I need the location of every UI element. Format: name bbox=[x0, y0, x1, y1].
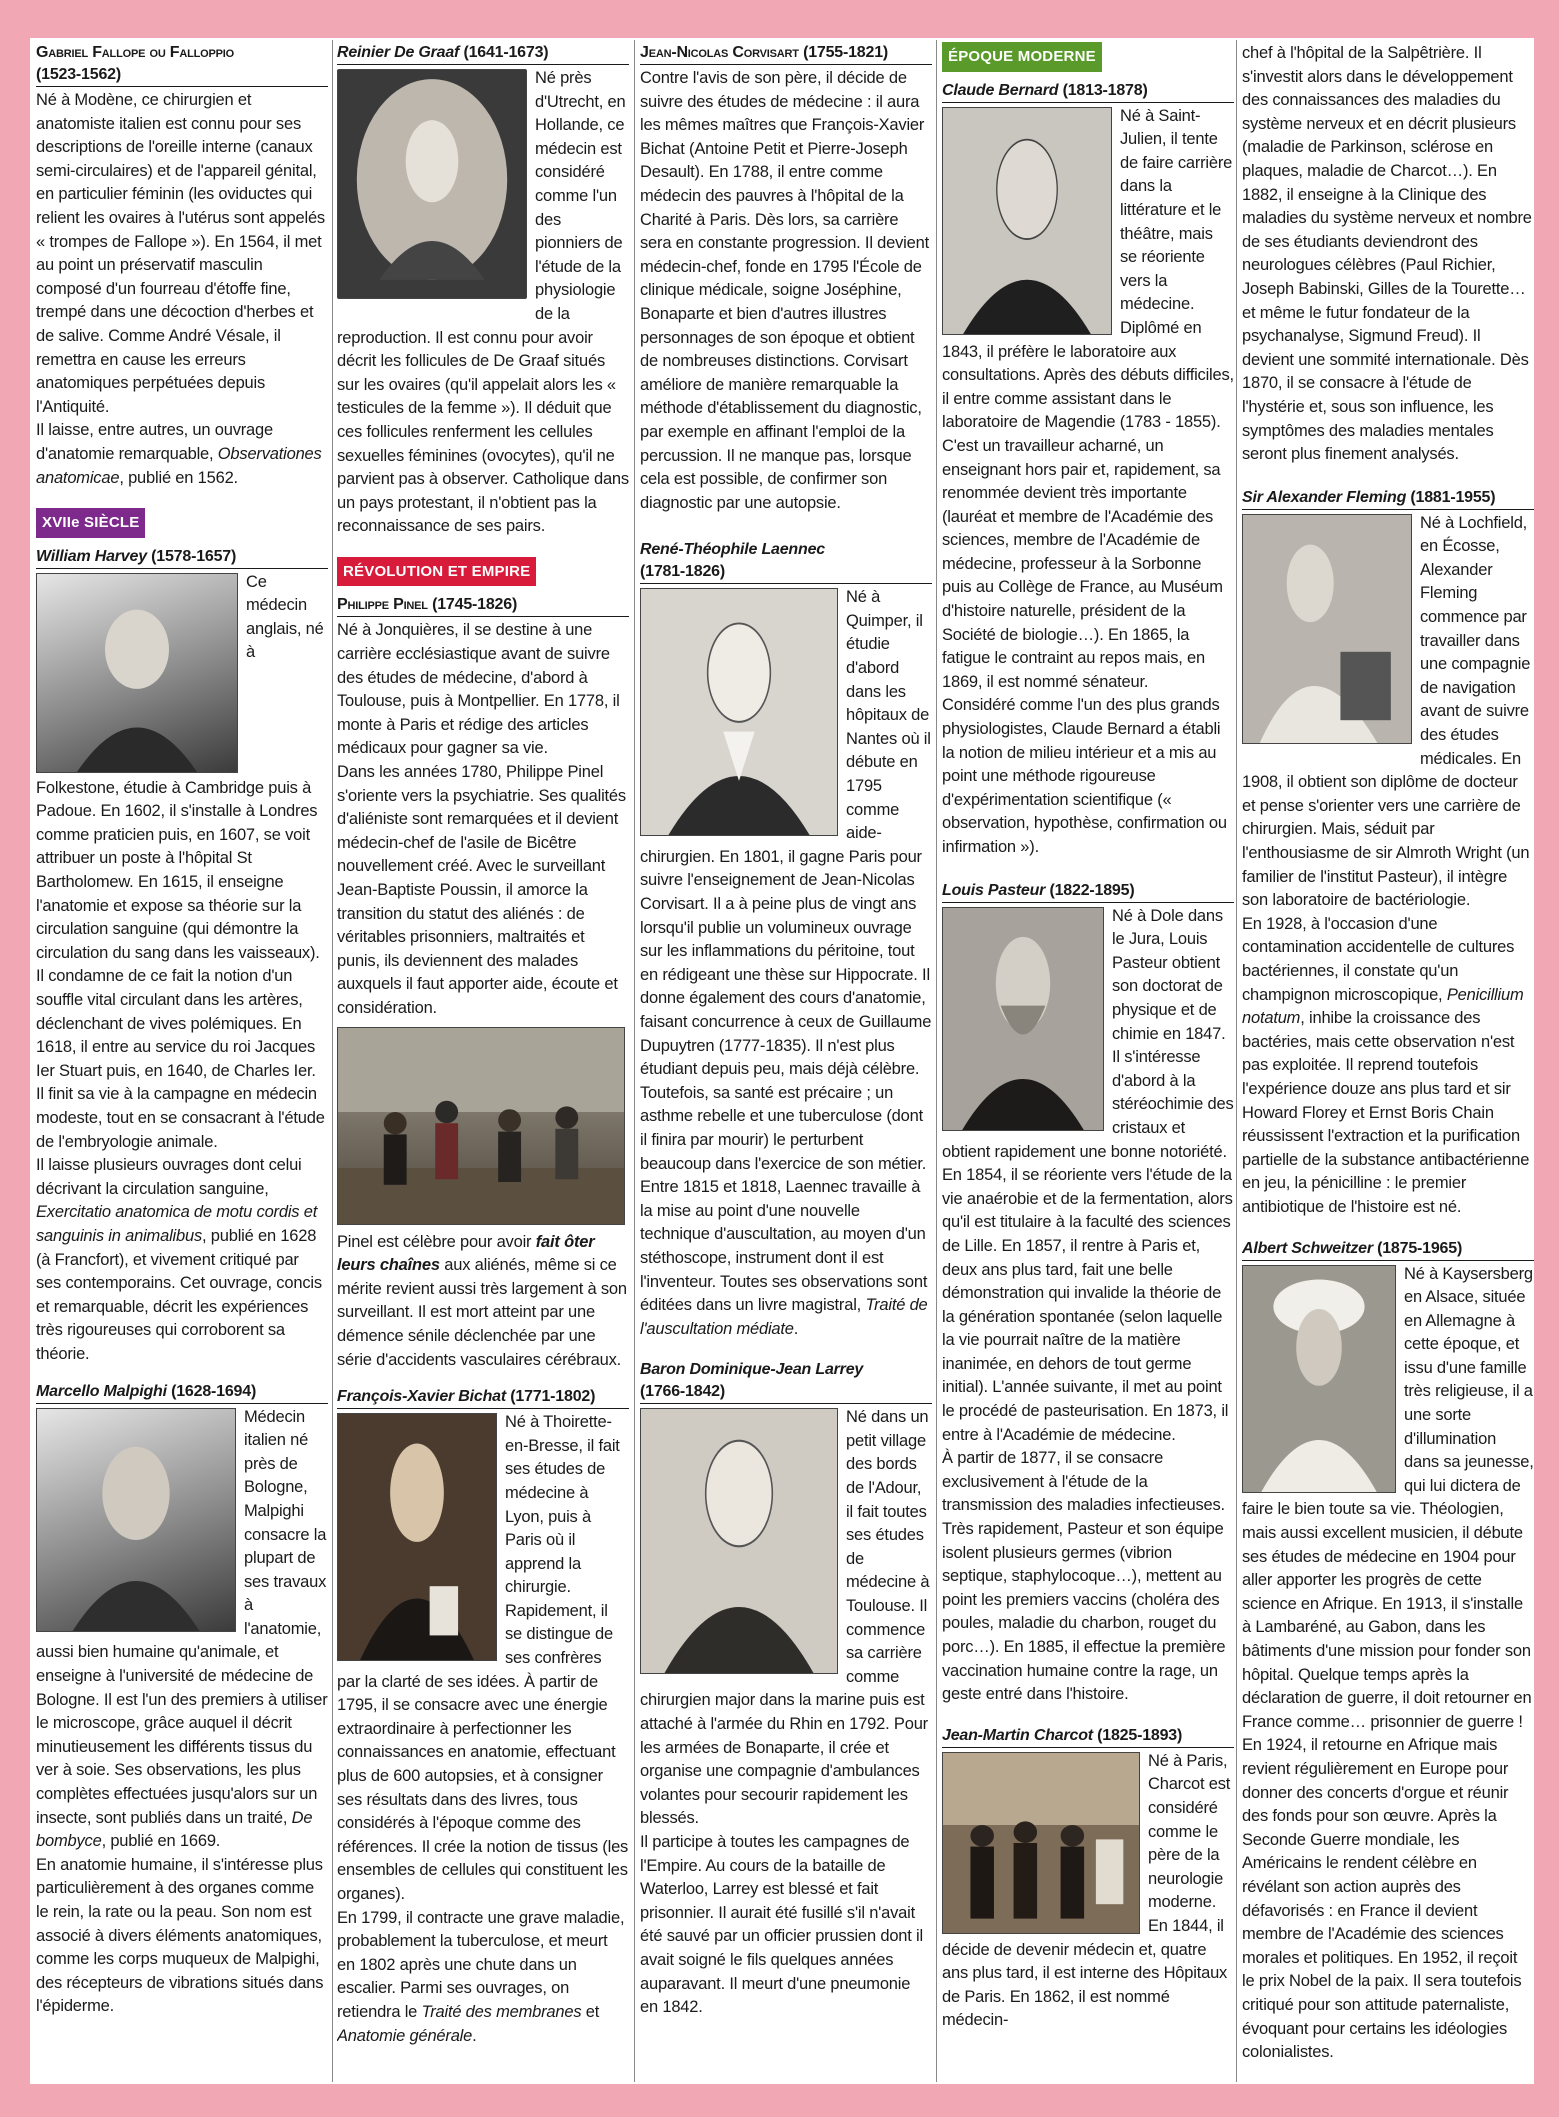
article-header bbox=[337, 42, 629, 65]
article-corvisart bbox=[640, 42, 932, 515]
column-2 bbox=[337, 42, 629, 2082]
column-rule bbox=[634, 40, 635, 2082]
article-dates: (1781-1826) bbox=[640, 563, 725, 581]
text-run: aux aliénés, même si ce mérite revient aussi très largement à son surveillant. Il est mort atteint par une démence sénile déclenchée par une série d'accidents vasculaires cérébraux. bbox=[337, 1256, 627, 1369]
text-run: , publié en 1628 (à Francfort), et vivement critiqué par ses contemporains. Cet ouvrage, concis et remarquable, décrit les expériences très rigoureuses qui corroborent sa théorie. bbox=[36, 1226, 322, 1363]
article-dates: (1813-1878) bbox=[1062, 81, 1148, 99]
column-rule bbox=[1236, 40, 1237, 2082]
article-header bbox=[36, 1381, 328, 1404]
article-name: Albert Schweitzer bbox=[1242, 1239, 1373, 1257]
article-name: Baron Dominique-Jean Larrey bbox=[640, 1361, 864, 1379]
article-paragraph: chef à l'hôpital de la Salpêtrière. Il s'investit alors dans le développement des connaissances des maladies du système nerveux et en décrit plusieurs (maladie de Parkinson, sclérose en plaques, maladie de Charcot…). En 1882, il enseigne à la Clinique des maladies du système nerveux et nombre de ses étudiants deviendront des neurologues célèbres (Paul Richier, Joseph Babinski, Gilles de la Tourette… et même le futur fondateur de la psychanalyse, Sigmund Freud). Il devient une sommité internationale. Dès 1870, il se consacre à l'étude de l'hystérie et, sous son influence, les symptômes des maladies mentales seront plus finement analysés. bbox=[1242, 44, 1532, 464]
article-dates: (1523-1562) bbox=[36, 66, 121, 83]
article-paragraph: Né dans un petit village des bords de l'Adour, il fait toutes ses études de médecine à Toulouse. Il commence sa carrière comme chirurgien major dans la marine puis est attaché à l'armée du Rhin en 1792. Pour les armées de Bonaparte, il crée et organise une compagnie d'ambulances volantes pour secourir rapidement les blessés. bbox=[640, 1408, 930, 1828]
text-run: Il laisse, entre autres, un ouvrage d'anatomie remarquable, bbox=[36, 421, 273, 463]
article-pasteur bbox=[942, 880, 1234, 1707]
article-paragraph: Né à Lochfield, en Écosse, Alexander Fleming commence par travailler dans une compagnie de navigation avant de suivre des études médicales. En 1908, il obtient son diplôme de docteur et pense s'orienter vers une carrière de chirurgien. Mais, séduit par l'enthousiasme de sir Almroth Wright (un familier de l'institut Pasteur), il intègre son laboratoire de bactériologie. bbox=[1242, 513, 1531, 910]
book-title: De bombyce bbox=[36, 1808, 313, 1851]
article-dates: (1822-1895) bbox=[1049, 881, 1135, 899]
book-title: Exercitatio anatomica de motu cordis et sanguinis in animalibus bbox=[36, 1203, 318, 1245]
text-run: . bbox=[472, 2026, 477, 2045]
page bbox=[30, 38, 1534, 2084]
portrait-engraving bbox=[640, 1408, 838, 1674]
article-paragraph bbox=[1242, 913, 1534, 1220]
book-title: Traité des membranes bbox=[421, 2002, 582, 2021]
column-rule bbox=[936, 40, 937, 2082]
article-paragraph bbox=[640, 1176, 932, 1341]
article-paragraph: Né à Saint-Julien, il tente de faire carrière dans la littérature et le théâtre, mais se réoriente vers la médecine. Diplômé en 1843, il préfère le laboratoire aux consultations. Après des débuts difficiles, il entre comme assistant dans le laboratoire de Magendie (1783 - 1855). C'est un travailleur acharné, un enseignant hors pair et, rapidement, sa renommée devient très importante (lauréat et membre de l'Académie des sciences, membre de l'Académie de médecine, professeur à la Sorbonne puis au Collège de France, au Muséum d'histoire naturelle, président de la Société de biologie…). En 1865, la fatigue le contraint au repos mais, en 1869, il est nommé sénateur. bbox=[942, 106, 1234, 691]
article-dates: (1745-1826) bbox=[432, 596, 518, 614]
article-paragraph: Né à Quimper, il étudie d'abord dans les hôpitaux de Nantes où il débute en 1795 comme aide-chirurgien. En 1801, il gagne Paris pour suivre l'enseignement de Jean-Nicolas Corvisart. Il a à peine plus de vingt ans lorsqu'il publie un volumineux ouvrage sur les inflammations du péritoine, tout en rédigeant une thèse sur Hippocrate. Il donne également des cours d'anatomie, faisant concurrence à ceux de Guillaume Dupuytren (1777-1835). Il n'est plus étudiant depuis peu, mais déjà célèbre. Toutefois, sa santé est précaire ; un asthme rebelle et une tuberculose (dont il finira par mourir) le perturbent beaucoup dans l'exercice de son métier. bbox=[640, 588, 932, 1173]
article-paragraph: Né près d'Utrecht, en Hollande, ce médecin est considéré comme l'un des pionniers de l'étude de la physiologie de la reproduction. Il est connu pour avoir décrit les follicules de De Graaf situés sur les ovaires (qu'il appelait alors les « testicules de la femme »). Il déduit que ces follicules renferment les cellules sexuelles féminines (ovocytes), qu'il ne parvient pas à observer. Catholique dans un pays protestant, il n'obtient pas la reconnaissance de ses pairs. bbox=[337, 69, 629, 536]
portrait-photo bbox=[1242, 1265, 1396, 1493]
article-schweitzer bbox=[1242, 1238, 1534, 2065]
article-larrey bbox=[640, 1359, 932, 2019]
portrait-painting bbox=[337, 1413, 497, 1661]
book-title: Anatomie générale bbox=[337, 2026, 473, 2045]
article-name: Jean-Nicolas Corvisart bbox=[640, 44, 799, 61]
article-header bbox=[36, 42, 328, 87]
article-header bbox=[1242, 487, 1534, 510]
article-dates: (1755-1821) bbox=[803, 44, 889, 61]
text-run: , publié en 1669. bbox=[101, 1832, 221, 1851]
painting-pinel-asylum bbox=[337, 1027, 625, 1225]
article-name: Philippe Pinel bbox=[337, 596, 428, 614]
article-paragraph bbox=[36, 1154, 328, 1366]
portrait-engraving bbox=[640, 588, 838, 836]
article-paragraph: Né à Jonquières, il se destine à une carrière ecclésiastique avant de suivre des études de médecine, d'abord à Toulouse, puis à Montpellier. En 1778, il monte à Paris et rédige des articles médicaux pour gagner sa vie. bbox=[337, 621, 620, 758]
section-label-xvii: XVIIe SIÈCLE bbox=[36, 508, 145, 538]
article-paragraph: Né à Thoirette-en-Bresse, il fait ses études de médecine à Lyon, puis à Paris où il apprend la chirurgie. Rapidement, il se distingue de ses confrères par la clarté de ses idées. À partir de 1795, il se consacre avec une énergie extraordinaire à perfectionner les connaissances en anatomie, effectuant plus de 600 autopsies, et à consigner ses résultats dans des livres, tous considérés à l'époque comme des références. Il crée la notion de tissus (les ensembles de cellules qui constituent les organes). bbox=[337, 1413, 629, 1903]
portrait-photo bbox=[1242, 514, 1412, 744]
portrait-engraving bbox=[337, 69, 527, 299]
article-paragraph: En anatomie humaine, il s'intéresse plus particulièrement à des organes comme le rein, la rate ou la peau. Son nom est associé à divers éléments anatomiques, comme les corps muqueux de Malpighi, des récepteurs de vibrations situés dans l'épiderme. bbox=[36, 1855, 324, 2016]
article-name: Marcello Malpighi bbox=[36, 1382, 167, 1400]
painting-charcot-lesson bbox=[942, 1752, 1140, 1934]
article-header bbox=[337, 1386, 629, 1409]
article-dates: (1628-1694) bbox=[171, 1382, 257, 1400]
article-name: Jean-Martin Charcot bbox=[942, 1726, 1093, 1744]
article-dates: (1641-1673) bbox=[463, 44, 549, 61]
article-name: William Harvey bbox=[36, 547, 147, 565]
article-header bbox=[942, 880, 1234, 903]
text-run: En 1799, il contracte une grave maladie, probablement la tuberculose, et meurt en 1802 après une chute dans un escalier. Parmi ses ouvrages, on retiendra le bbox=[337, 1908, 625, 2021]
article-dates: (1766-1842) bbox=[640, 1383, 725, 1401]
article-charcot bbox=[942, 1725, 1234, 2033]
article-dates: (1875-1965) bbox=[1377, 1239, 1463, 1257]
article-name: François-Xavier Bichat bbox=[337, 1388, 506, 1406]
portrait-photo bbox=[36, 573, 238, 773]
species-name: Penicillium notatum bbox=[1242, 985, 1524, 1028]
article-name: René-Théophile Laennec bbox=[640, 541, 825, 559]
text-run: , publié en 1562. bbox=[119, 468, 238, 487]
article-charcot-continued bbox=[1242, 42, 1534, 467]
book-title: Observationes anatomicae bbox=[36, 444, 322, 487]
text-run: . bbox=[793, 1319, 799, 1338]
text-run: Médecin italien né près de Bologne, Malpighi consacre la plupart de ses travaux à l'anatomie, aussi bien humaine qu'animale, et enseigne à l'université de médecine de Bologne. Il est l'un des premiers à utiliser le microscope, grâce auquel il décrit minutieusement les différents tissus du ver à soie. Ses observations, les plus complètes effectuées jusqu'alors sur un insecte, sont publiés dans un traité, bbox=[36, 1407, 328, 1827]
text-run: et bbox=[581, 2002, 600, 2021]
article-name: Louis Pasteur bbox=[942, 881, 1046, 899]
article-header bbox=[640, 1359, 932, 1404]
column-1 bbox=[36, 42, 328, 2082]
portrait-photo bbox=[942, 907, 1104, 1131]
article-paragraph bbox=[36, 419, 328, 490]
article-header bbox=[1242, 1238, 1534, 1261]
article-paragraph: Né à Kaysersberg en Alsace, située en Allemagne à cette époque, et issu d'une famille très religieuse, il a une sorte d'illumination dans sa jeunesse, qui lui dictera de faire le bien toute sa vie. Théologien, mais aussi excellent musicien, il débute ses études de médecine en 1904 pour aller apporter les progrès de cette science en Afrique. En 1913, il s'installe à Lambaréné, au Gabon, dans les bâtiments d'une mission pour fonder son hôpital. Quelque temps après la déclaration de guerre, il doit retourner en France comme… prisonnier de guerre ! bbox=[1242, 1264, 1534, 1731]
article-paragraph bbox=[337, 1907, 629, 2049]
article-paragraph: Né à Dole dans le Jura, Louis Pasteur obtient son doctorat de physique et de chimie en 1847. Il s'intéresse d'abord à la stéréochimie des cristaux et obtient rapidement une bonne notoriété. En 1854, il se réoriente vers l'étude de la vie anaérobie et de la fermentation, alors qu'il est titulaire à la faculté des sciences de Lille. En 1857, il rentre à Paris et, deux ans plus tard, fait une belle démonstration qui invalide la théorie de la génération spontanée (selon laquelle la vie pourrait naître de la matière inanimée, en dehors de tout germe initial). L'année suivante, il met au point le procédé de pasteurisation. En 1873, il entre à l'Académie de médecine. bbox=[942, 906, 1234, 1444]
article-harvey bbox=[36, 546, 328, 1367]
article-header bbox=[640, 539, 932, 584]
article-laennec bbox=[640, 539, 932, 1341]
article-malpighi bbox=[36, 1381, 328, 2019]
article-paragraph: Il participe à toutes les campagnes de l'Empire. Au cours de la bataille de Waterloo, Larrey est blessé et fait prisonnier. Il aurait été fusillé s'il n'avait été sauvé par un officier prussien dont il avait soigné le fils quelques années auparavant. Il meurt d'une pneumonie en 1842. bbox=[640, 1832, 923, 2017]
article-name: Gabriel Fallope ou Falloppio bbox=[36, 44, 235, 61]
portrait-photo bbox=[36, 1408, 236, 1632]
article-name: Sir Alexander Fleming bbox=[1242, 488, 1407, 506]
article-paragraph: En 1924, il retourne en Afrique mais revient régulièrement en Europe pour donner des concerts d'orgue et réunir des fonds pour son œuvre. Après la Seconde Guerre mondiale, les Américains le rendent célèbre en révélant son action auprès des défavorisés : en France il devient membre de l'Académie des sciences morales et politiques. En 1952, il reçoit le prix Nobel de la paix. Il sera toutefois critiqué pour son attitude paternaliste, évoquant pour certains les idéologies colonialistes. bbox=[1242, 1736, 1522, 2062]
article-paragraph: Ce médecin anglais, né à Folkestone, étudie à Cambridge puis à Padoue. En 1602, il s'installe à Londres comme praticien puis, en 1607, se voit attribuer un poste à l'hôpital St Bartholomew. En 1615, il enseigne l'anatomie et expose sa théorie sur la circulation sanguine (qui démontre la circulation du sang dans les vaisseaux). Il condamne de ce fait la notion d'un souffle vital circulant dans les artères, déclenchant de vives polémiques. En 1618, il entre au service du roi Jacques Ier Stuart puis, en 1640, de Charles Ier. Il finit sa vie à la campagne en médecin modeste, tout en se consacrant à l'étude de l'embryologie animale. bbox=[36, 572, 325, 1151]
section-label-revolution: RÉVOLUTION ET EMPIRE bbox=[337, 557, 536, 587]
article-pinel bbox=[337, 594, 629, 1372]
article-paragraph: Né à Modène, ce chirurgien et anatomiste italien est connu pour ses descriptions de l'oreille interne (canaux semi-circulaires) et de l'appareil génital, en particulier féminin (les oviductes qui relient les ovaires à l'utérus sont appelés « trompes de Fallope »). En 1564, il met au point un préservatif masculin composé d'un fourreau d'étoffe fine, trempé dans une décoction d'herbes et de salive. Comme André Vésale, il remettra en cause les erreurs anatomiques perpétuées depuis l'Antiquité. bbox=[36, 91, 325, 416]
article-bichat bbox=[337, 1386, 629, 2048]
column-3 bbox=[640, 42, 932, 2082]
article-header bbox=[942, 80, 1234, 103]
column-4 bbox=[942, 42, 1234, 2082]
article-dates: (1881-1955) bbox=[1410, 488, 1496, 506]
article-paragraph: Considéré comme l'un des plus grands physiologistes, Claude Bernard a établi la notion de milieu intérieur et a mis au point une méthode rigoureuse d'expérimentation scientifique (« observation, hypothèse, confirmation ou infirmation »). bbox=[942, 696, 1227, 856]
article-paragraph: Né à Paris, Charcot est considéré comme le père de la neurologie moderne. En 1844, il décide de devenir médecin et, quatre ans plus tard, il est interne des Hôpitaux de Paris. En 1862, il est nommé médecin- bbox=[942, 1751, 1231, 2030]
book-title: Traité de l'auscultation médiate bbox=[640, 1296, 928, 1338]
article-header bbox=[640, 42, 932, 65]
article-dates: (1771-1802) bbox=[510, 1388, 596, 1406]
article-paragraph bbox=[337, 1231, 629, 1373]
article-de-graaf bbox=[337, 42, 629, 539]
emphasis-text: fait ôter leurs chaînes bbox=[337, 1232, 595, 1275]
column-5 bbox=[1242, 42, 1534, 2082]
text-run: , inhibe la croissance des bactéries, mais cette observation n'est pas exploitée. Il reprend toutefois l'expérience douze ans plus tard et sir Howard Florey et Ernst Boris Chain réussissent l'extraction et la purification partielle de la substance antibactérienne en jeu, la pénicilline : le premier antibiotique de l'histoire est né. bbox=[1242, 1009, 1530, 1216]
text-run: En 1928, à l'occasion d'une contamination accidentelle de cultures bactériennes, il constate qu'un champignon microscopique, bbox=[1242, 914, 1515, 1004]
article-header bbox=[337, 594, 629, 617]
article-dates: (1578-1657) bbox=[151, 547, 237, 565]
portrait-photo bbox=[942, 107, 1112, 335]
article-paragraph: Dans les années 1780, Philippe Pinel s'oriente vers la psychiatrie. Ses qualités d'aliéniste sont remarquées et il devient médecin-chef de l'asile de Bicêtre nouvellement créé. Avec le surveillant Jean-Baptiste Poussin, il amorce la transition du statut des aliénés : de véritables prisonniers, maltraités et punis, ils deviennent des malades auxquels il faut apporter aide, écoute et considération. bbox=[337, 763, 626, 1017]
column-rule bbox=[332, 40, 333, 2082]
article-dates: (1825-1893) bbox=[1097, 1726, 1183, 1744]
article-name: Reinier De Graaf bbox=[337, 44, 460, 61]
text-run: Il laisse plusieurs ouvrages dont celui décrivant la circulation sanguine, bbox=[36, 1156, 302, 1198]
article-bernard bbox=[942, 80, 1234, 860]
article-paragraph: Contre l'avis de son père, il décide de suivre des études de médecine : il aura les mêmes maîtres que François-Xavier Bichat (Antoine Petit et Pierre-Joseph Desault). En 1788, il entre comme médecin des pauvres à l'hôpital de la Charité à Paris. Dès lors, sa carrière sera en constante progression. Il devient médecin-chef, fonde en 1795 l'École de clinique médicale, soigne Joséphine, Bonaparte et bien d'autres illustres personnages de son époque et obtient de nombreuses distinctions. Corvisart améliore de manière remarquable la méthode d'établissement du diagnostic, par exemple en affinant l'emploi de la percussion. Il ne manque pas, lorsque cela est possible, de confirmer son diagnostic par une autopsie. bbox=[640, 69, 929, 512]
article-fallope bbox=[36, 42, 328, 490]
article-name: Claude Bernard bbox=[942, 81, 1059, 99]
article-header bbox=[36, 546, 328, 569]
text-run: Pinel est célèbre pour avoir bbox=[337, 1232, 536, 1251]
article-fleming bbox=[1242, 487, 1534, 1220]
section-label-moderne: ÉPOQUE MODERNE bbox=[942, 42, 1102, 72]
article-paragraph: À partir de 1877, il se consacre exclusivement à l'étude de la transmission des maladies infectieuses. Très rapidement, Pasteur et son équipe isolent plusieurs germes (vibrion septique, staphylocoque…), mettent au point les premiers vaccins (choléra des poules, maladie du charbon, rouget du porc…). En 1885, il effectue la première vaccination humaine contre la rage, un geste entré dans l'histoire. bbox=[942, 1449, 1226, 1704]
text-run: Entre 1815 et 1818, Laennec travaille à la mise au point d'une nouvelle technique d'auscultation, au moyen d'un stéthoscope, instrument dont il est l'inventeur. Toutes ses observations sont éditées dans un livre magistral, bbox=[640, 1178, 928, 1315]
article-header bbox=[942, 1725, 1234, 1748]
